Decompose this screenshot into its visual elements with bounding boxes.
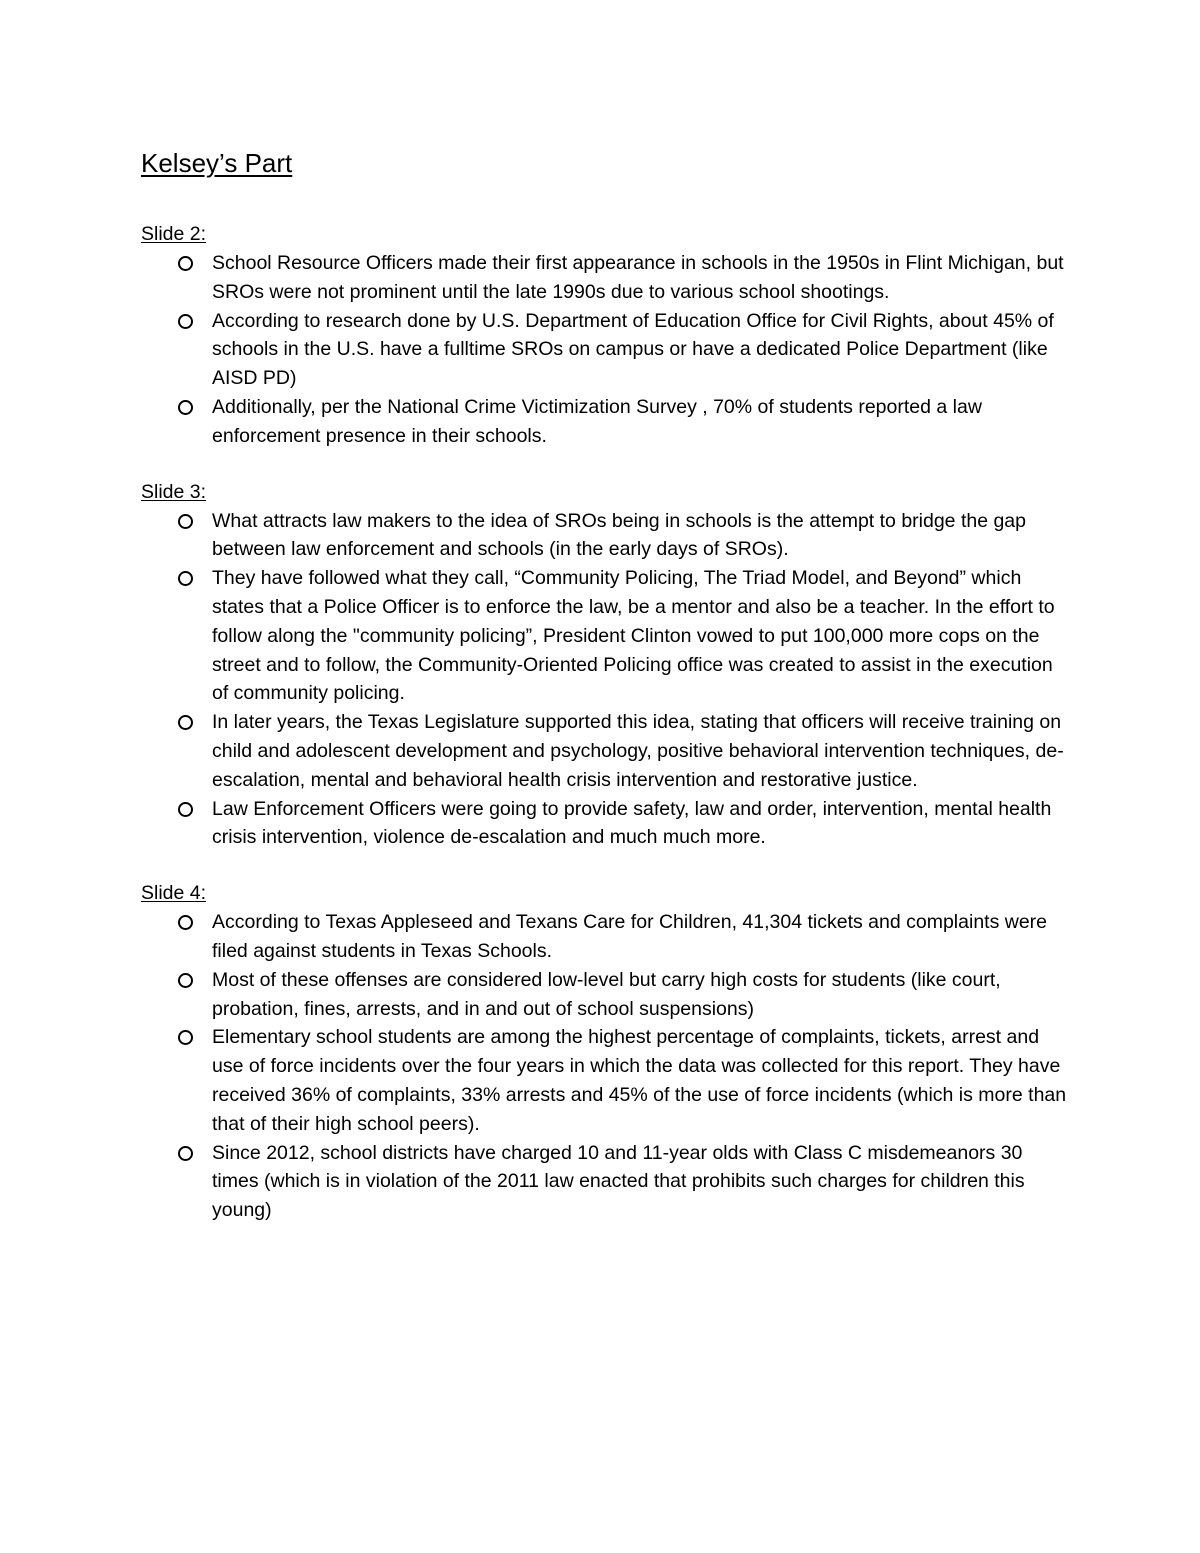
slide-heading: Slide 2: [141, 223, 207, 245]
hollow-circle-bullet-icon [178, 256, 193, 271]
list-item [141, 307, 1071, 393]
list-item [141, 564, 1071, 708]
hollow-circle-bullet-icon [178, 571, 193, 586]
hollow-circle-bullet-icon [178, 915, 193, 930]
hollow-circle-bullet-icon [178, 802, 193, 817]
bullet-text: Law Enforcement Officers were going to provide safety, law and order, intervention, mental health crisis intervention, violence de-escalation and much much more. [212, 797, 1052, 849]
document-page [141, 146, 1071, 1252]
hollow-circle-bullet-icon [178, 1146, 193, 1161]
hollow-circle-bullet-icon [178, 715, 193, 730]
bullet-text: Since 2012, school districts have charged 10 and 11-year olds with Class C misdemeanors 30 times (which is in violation of the 2011 law enacted that prohibits such charges for children this young) [212, 1141, 1025, 1222]
list-item [141, 795, 1071, 853]
list-item [141, 1139, 1071, 1225]
hollow-circle-bullet-icon [178, 314, 193, 329]
bullet-text: What attracts law makers to the idea of SROs being in schools is the attempt to bridge the gap between law enforcement and schools (in the early days of SROs). [212, 509, 1027, 561]
list-item [141, 249, 1071, 307]
section-slide-2 [141, 220, 1071, 451]
section-slide-3 [141, 478, 1071, 853]
bullet-text: They have followed what they call, “Community Policing, The Triad Model, and Beyond” which states that a Police Officer is to enforce the law, be a mentor and also be a teacher. In the effort to follow along the "community policing”, President Clinton vowed to put 100,000 more cops on the street and to follow, the Community-Oriented Policing office was created to assist in the execution of community policing. [212, 567, 1055, 705]
slide-heading: Slide 4: [141, 882, 207, 905]
slide-heading: Slide 3: [141, 480, 207, 503]
bullet-text: According to research done by U.S. Department of Education Office for Civil Rights, about 45% of schools in the U.S. have a fulltime SROs on campus or have a dedicated Police Department (like AISD PD) [212, 309, 1054, 390]
list-item [141, 708, 1071, 794]
list-item [141, 966, 1071, 1024]
bullet-text: According to Texas Appleseed and Texans Care for Children, 41,304 tickets and complaints were filed against students in Texas Schools. [212, 911, 1048, 962]
hollow-circle-bullet-icon [178, 514, 193, 529]
hollow-circle-bullet-icon [178, 400, 193, 415]
section-slide-4 [141, 879, 1071, 1225]
bullet-list [141, 507, 1071, 853]
bullet-text: In later years, the Texas Legislature supported this idea, stating that officers will receive training on child and adolescent development and psychology, positive behavioral intervention techniques, de-escalation, mental and behavioral health crisis intervention and restorative justice. [212, 711, 1064, 791]
list-item [141, 1023, 1071, 1138]
bullet-list [141, 249, 1071, 451]
bullet-list [141, 908, 1071, 1225]
list-item [141, 507, 1071, 565]
bullet-text: Most of these offenses are considered low-level but carry high costs for students (like court, probation, fines, arrests, and in and out of school suspensions) [212, 968, 1001, 1020]
list-item [141, 908, 1071, 966]
hollow-circle-bullet-icon [178, 1030, 193, 1045]
list-item [141, 393, 1071, 451]
bullet-text: School Resource Officers made their first appearance in schools in the 1950s in Flint Michigan, but SROs were not prominent until the late 1990s due to various school shootings. [212, 252, 1064, 303]
bullet-text: Additionally, per the National Crime Victimization Survey , 70% of students reported a law enforcement presence in their schools. [212, 395, 982, 447]
bullet-text: Elementary school students are among the highest percentage of complaints, tickets, arrest and use of force incidents over the four years in which the data was collected for this report. They have received 36% of complaints, 33% arrests and 45% of the use of force incidents (which is more than that of their high school peers). [212, 1026, 1067, 1135]
document-title: Kelsey’s Part [141, 148, 293, 178]
hollow-circle-bullet-icon [178, 973, 193, 988]
